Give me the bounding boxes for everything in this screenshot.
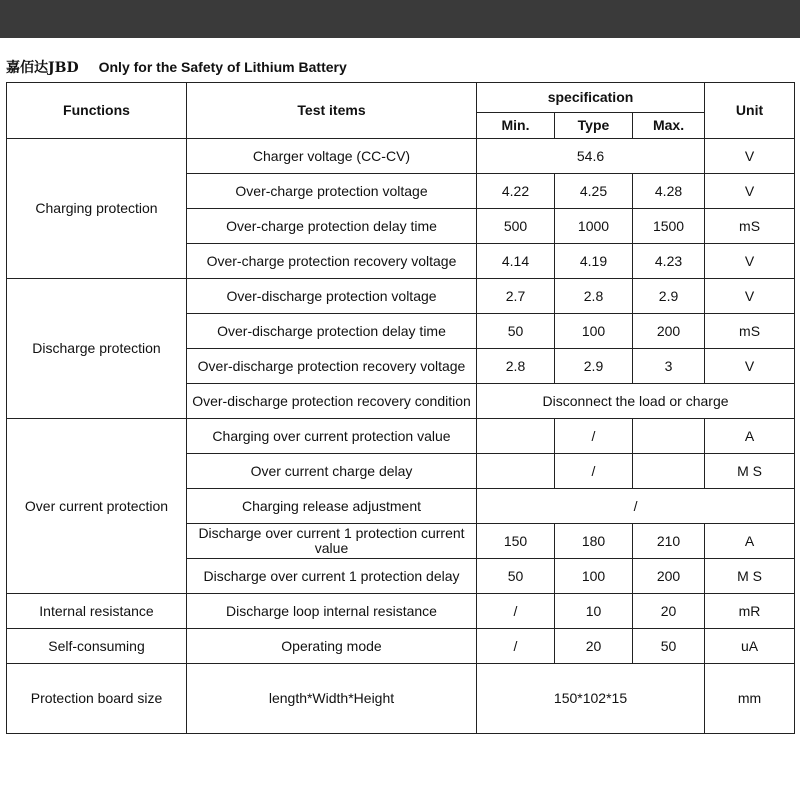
unit-cell: V (705, 349, 795, 384)
function-cell: Internal resistance (7, 594, 187, 629)
min-cell: 50 (477, 314, 555, 349)
spec-merged-cell: Disconnect the load or charge (477, 384, 795, 419)
test-item-cell: Discharge loop internal resistance (187, 594, 477, 629)
type-cell: 20 (555, 629, 633, 664)
type-cell: 2.8 (555, 279, 633, 314)
brand-name: 嘉佰达JBD (6, 60, 79, 76)
min-cell: 2.7 (477, 279, 555, 314)
unit-cell: M S (705, 454, 795, 489)
unit-cell: V (705, 174, 795, 209)
type-cell: 180 (555, 524, 633, 559)
unit-cell: mR (705, 594, 795, 629)
max-cell: 210 (633, 524, 705, 559)
type-cell: 100 (555, 314, 633, 349)
test-item-cell: Charging release adjustment (187, 489, 477, 524)
header-specification: specification (477, 83, 705, 113)
max-cell: 4.28 (633, 174, 705, 209)
spec-merged-cell: 150*102*15 (477, 664, 705, 734)
top-bar (0, 0, 800, 38)
min-cell: 4.14 (477, 244, 555, 279)
unit-cell: V (705, 279, 795, 314)
test-item-cell: Over-charge protection voltage (187, 174, 477, 209)
max-cell: 3 (633, 349, 705, 384)
test-item-cell: Operating mode (187, 629, 477, 664)
min-cell: 500 (477, 209, 555, 244)
header-unit: Unit (705, 83, 795, 139)
type-cell: / (555, 454, 633, 489)
table-row (7, 594, 795, 629)
function-cell: Protection board size (7, 664, 187, 734)
test-item-cell: Over-discharge protection recovery condition (187, 384, 477, 419)
header-test-items: Test items (187, 83, 477, 139)
type-cell: 4.19 (555, 244, 633, 279)
max-cell: 1500 (633, 209, 705, 244)
function-cell: Discharge protection (7, 279, 187, 419)
type-cell: 2.9 (555, 349, 633, 384)
max-cell: 2.9 (633, 279, 705, 314)
document-header (6, 56, 347, 78)
spec-table (6, 82, 795, 734)
table-row (7, 419, 795, 454)
spec-merged-cell: / (477, 489, 795, 524)
type-cell: 4.25 (555, 174, 633, 209)
max-cell (633, 419, 705, 454)
table-row (7, 279, 795, 314)
unit-cell: mm (705, 664, 795, 734)
test-item-cell: Discharge over current 1 protection delay (187, 559, 477, 594)
unit-cell: A (705, 524, 795, 559)
unit-cell: V (705, 244, 795, 279)
type-cell: / (555, 419, 633, 454)
spec-merged-cell: 54.6 (477, 139, 705, 174)
unit-cell: M S (705, 559, 795, 594)
table-row (7, 139, 795, 174)
min-cell: / (477, 594, 555, 629)
min-cell: 150 (477, 524, 555, 559)
test-item-cell: Over-charge protection delay time (187, 209, 477, 244)
header-type: Type (555, 113, 633, 139)
test-item-cell: Over-discharge protection voltage (187, 279, 477, 314)
max-cell (633, 454, 705, 489)
max-cell: 200 (633, 559, 705, 594)
function-cell: Self-consuming (7, 629, 187, 664)
unit-cell: uA (705, 629, 795, 664)
type-cell: 100 (555, 559, 633, 594)
test-item-cell: Over-discharge protection recovery voltage (187, 349, 477, 384)
header-min: Min. (477, 113, 555, 139)
unit-cell: mS (705, 209, 795, 244)
test-item-cell: Charging over current protection value (187, 419, 477, 454)
max-cell: 50 (633, 629, 705, 664)
table-row (7, 629, 795, 664)
function-cell: Over current protection (7, 419, 187, 594)
document-subtitle: Only for the Safety of Lithium Battery (98, 59, 347, 75)
header-row (7, 83, 795, 113)
unit-cell: A (705, 419, 795, 454)
min-cell (477, 419, 555, 454)
max-cell: 200 (633, 314, 705, 349)
min-cell (477, 454, 555, 489)
min-cell: 50 (477, 559, 555, 594)
max-cell: 20 (633, 594, 705, 629)
test-item-cell: Over-discharge protection delay time (187, 314, 477, 349)
header-functions: Functions (7, 83, 187, 139)
min-cell: 4.22 (477, 174, 555, 209)
test-item-cell: Discharge over current 1 protection current value (187, 524, 477, 559)
test-item-cell: Charger voltage (CC-CV) (187, 139, 477, 174)
test-item-cell: Over-charge protection recovery voltage (187, 244, 477, 279)
header-max: Max. (633, 113, 705, 139)
function-cell: Charging protection (7, 139, 187, 279)
test-item-cell: length*Width*Height (187, 664, 477, 734)
type-cell: 1000 (555, 209, 633, 244)
unit-cell: V (705, 139, 795, 174)
type-cell: 10 (555, 594, 633, 629)
min-cell: 2.8 (477, 349, 555, 384)
test-item-cell: Over current charge delay (187, 454, 477, 489)
max-cell: 4.23 (633, 244, 705, 279)
unit-cell: mS (705, 314, 795, 349)
min-cell: / (477, 629, 555, 664)
table-row (7, 664, 795, 734)
